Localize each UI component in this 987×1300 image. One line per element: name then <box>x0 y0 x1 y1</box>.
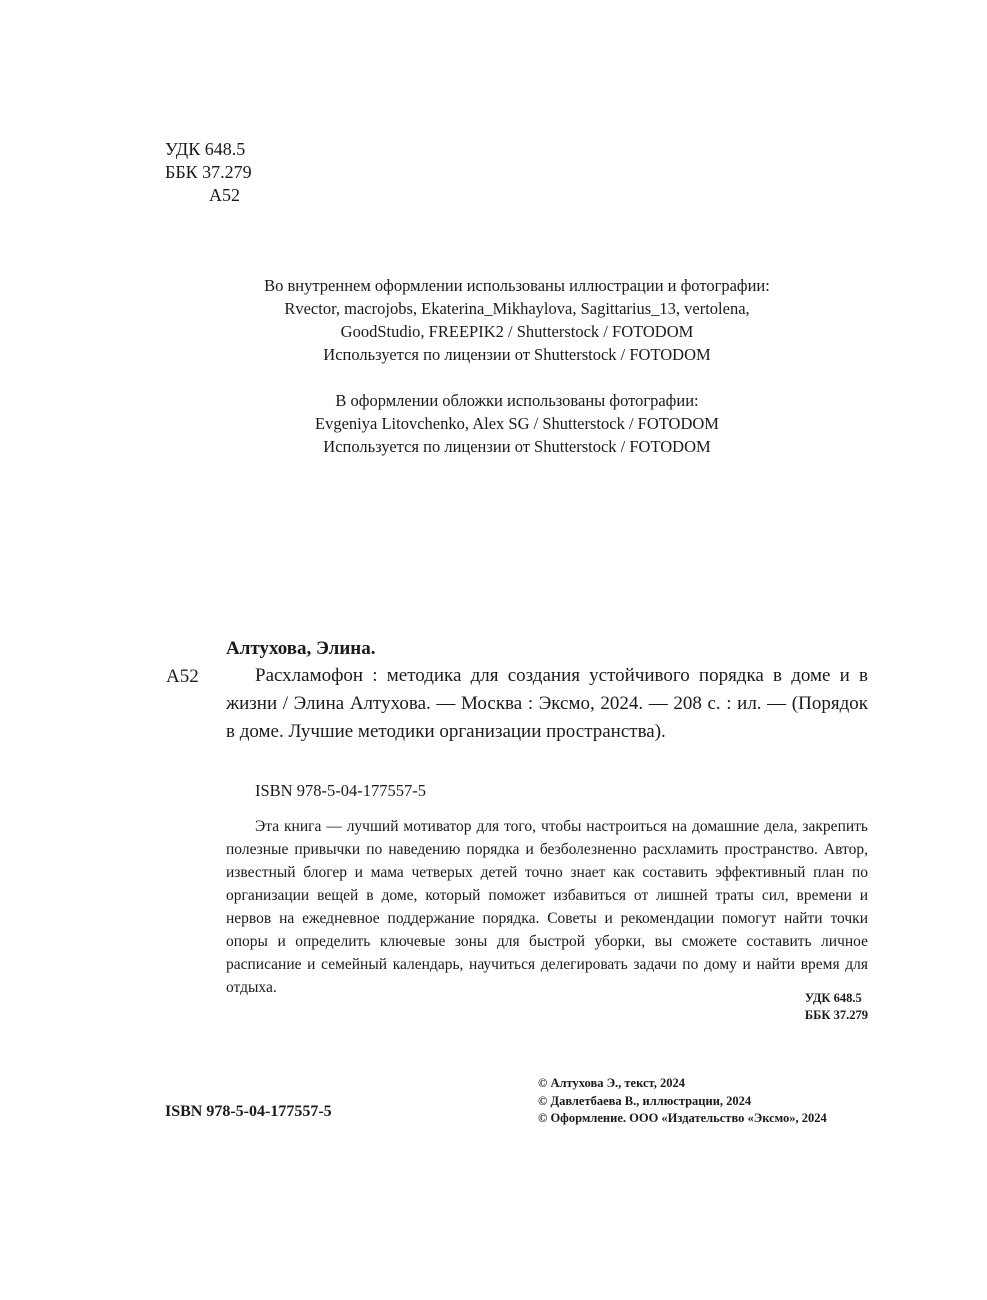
copyright-block <box>538 1075 827 1128</box>
credit-line: В оформлении обложки использованы фотографии: <box>335 391 699 410</box>
bbk-code: ББК 37.279 <box>804 1008 868 1022</box>
credit-line: GoodStudio, FREEPIK2 / Shutterstock / FOTODOM <box>340 322 694 341</box>
author-mark: А52 <box>209 185 240 205</box>
isbn-line: ISBN 978-5-04-177557-5 <box>255 781 426 800</box>
bibliographic-description: Расхламофон : методика для создания устойчивого порядка в доме и в жизни / Элина Алтухова. — Москва : Эксмо, 2024. — 208 с. : ил. — (Порядок в доме. Лучшие методики организации пространства). <box>226 665 868 742</box>
credit-line: Во внутреннем оформлении использованы иллюстрации и фотографии: <box>264 276 770 295</box>
udk-code: УДК 648.5 <box>165 139 246 159</box>
bbk-code: ББК 37.279 <box>165 162 252 182</box>
copyright-line: © Алтухова Э., текст, 2024 <box>538 1076 685 1090</box>
interior-credits <box>165 274 869 366</box>
credit-line: Evgeniya Litovchenko, Alex SG / Shutterstock / FOTODOM <box>315 414 719 433</box>
udk-code: УДК 648.5 <box>804 991 862 1005</box>
author-mark-side: А52 <box>166 666 199 687</box>
credit-line: Используется по лицензии от Shutterstock / FOTODOM <box>323 345 711 364</box>
copyright-line: © Оформление. ООО «Издательство «Эксмо», 2024 <box>538 1111 827 1125</box>
cover-credits <box>165 389 869 458</box>
author-heading: Алтухова, Элина. <box>226 638 376 659</box>
annotation-paragraph: Эта книга — лучший мотиватор для того, чтобы настроиться на домашние дела, закрепить полезные привычки по наведению порядка и безболезненно расхламить пространство. Автор, известный блогер и мама четверых детей точно знает как составить эффективный план по организации вещей в доме, который поможет избавиться от лишней траты сил, времени и нервов на ежедневное поддержание порядка. Советы и рекомендации помогут найти точки опоры и определить ключевые зоны для быстрой уборки, вы сможете составить личное расписание и семейный календарь, научиться делегировать задачи по дому и найти время для отдыха. <box>226 818 868 996</box>
isbn-footer: ISBN 978-5-04-177557-5 <box>165 1103 332 1120</box>
classification-block-bottom <box>805 990 868 1024</box>
credit-line: Rvector, macrojobs, Ekaterina_Mikhaylova, Sagittarius_13, vertolena, <box>284 299 750 318</box>
copyright-line: © Давлетбаева В., иллюстрации, 2024 <box>538 1093 752 1108</box>
credit-line: Используется по лицензии от Shutterstock / FOTODOM <box>323 437 711 456</box>
classification-block-top <box>165 138 252 207</box>
